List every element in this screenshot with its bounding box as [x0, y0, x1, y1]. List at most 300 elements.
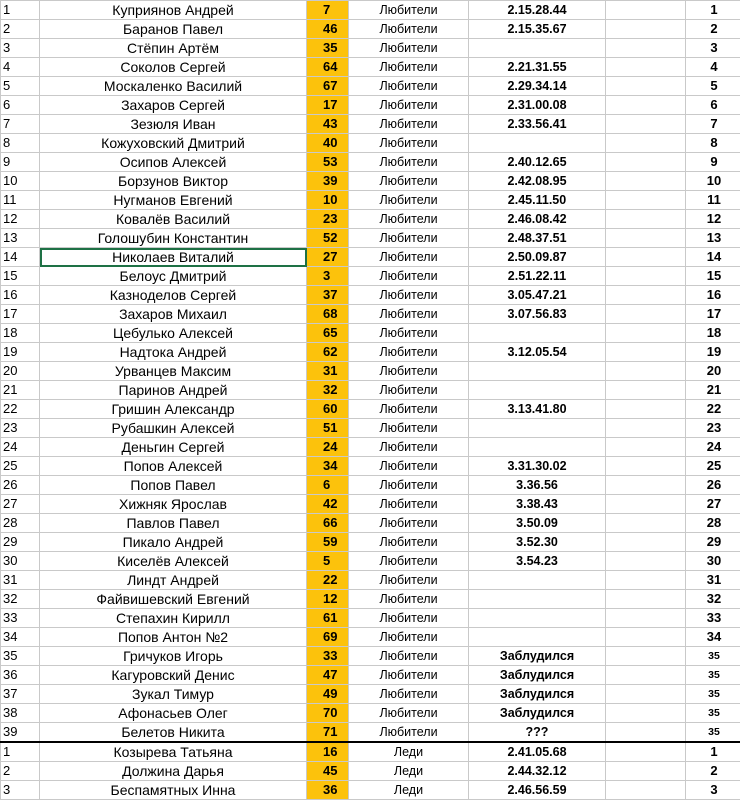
participant-name-cell[interactable]: Зезюля Иван — [40, 115, 307, 134]
row-number-cell[interactable]: 23 — [1, 419, 40, 438]
finish-time-cell[interactable]: 2.29.34.14 — [469, 77, 606, 96]
place-cell[interactable]: 4 — [686, 58, 740, 77]
row-number-cell[interactable]: 34 — [1, 628, 40, 647]
bib-number-cell[interactable]: 32 — [307, 381, 349, 400]
empty-cell[interactable] — [606, 533, 686, 552]
empty-cell[interactable] — [606, 666, 686, 685]
place-cell[interactable]: 25 — [686, 457, 740, 476]
row-number-cell[interactable]: 22 — [1, 400, 40, 419]
category-cell[interactable]: Любители — [349, 286, 469, 305]
bib-number-cell[interactable]: 3 — [307, 267, 349, 286]
category-cell[interactable]: Любители — [349, 628, 469, 647]
finish-time-cell[interactable]: 3.52.30 — [469, 533, 606, 552]
category-cell[interactable]: Любители — [349, 609, 469, 628]
participant-name-cell[interactable]: Борзунов Виктор — [40, 172, 307, 191]
finish-time-cell[interactable]: 3.54.23 — [469, 552, 606, 571]
empty-cell[interactable] — [606, 343, 686, 362]
empty-cell[interactable] — [606, 647, 686, 666]
row-number-cell[interactable]: 14 — [1, 248, 40, 267]
participant-name-cell[interactable]: Хижняк Ярослав — [40, 495, 307, 514]
empty-cell[interactable] — [606, 628, 686, 647]
bib-number-cell[interactable]: 65 — [307, 324, 349, 343]
finish-time-cell[interactable] — [469, 39, 606, 58]
bib-number-cell[interactable]: 69 — [307, 628, 349, 647]
place-cell[interactable]: 31 — [686, 571, 740, 590]
empty-cell[interactable] — [606, 476, 686, 495]
table-row — [1, 647, 740, 666]
participant-name-cell[interactable]: Степахин Кирилл — [40, 609, 307, 628]
finish-time-cell[interactable]: 2.15.35.67 — [469, 20, 606, 39]
category-cell[interactable]: Любители — [349, 571, 469, 590]
place-cell[interactable]: 35 — [686, 647, 740, 666]
row-number-cell[interactable]: 6 — [1, 96, 40, 115]
participant-name-cell[interactable]: Беспамятных Инна — [40, 781, 307, 800]
participant-name-cell[interactable]: Паринов Андрей — [40, 381, 307, 400]
row-number-cell[interactable]: 25 — [1, 457, 40, 476]
finish-time-cell[interactable]: 2.41.05.68 — [469, 742, 606, 762]
participant-name-cell[interactable]: Файвишевский Евгений — [40, 590, 307, 609]
category-cell[interactable]: Любители — [349, 191, 469, 210]
participant-name-cell[interactable]: Попов Павел — [40, 476, 307, 495]
bib-number-cell[interactable]: 42 — [307, 495, 349, 514]
participant-name-cell[interactable]: Линдт Андрей — [40, 571, 307, 590]
category-cell[interactable]: Любители — [349, 685, 469, 704]
row-number-cell[interactable]: 2 — [1, 20, 40, 39]
participant-name-cell[interactable]: Захаров Михаил — [40, 305, 307, 324]
category-cell[interactable]: Любители — [349, 590, 469, 609]
place-cell[interactable]: 8 — [686, 134, 740, 153]
participant-name-cell[interactable]: Осипов Алексей — [40, 153, 307, 172]
row-number-cell[interactable]: 38 — [1, 704, 40, 723]
finish-time-cell[interactable]: 3.50.09 — [469, 514, 606, 533]
participant-name-cell[interactable]: Москаленко Василий — [40, 77, 307, 96]
empty-cell[interactable] — [606, 571, 686, 590]
finish-time-cell[interactable]: Заблудился — [469, 704, 606, 723]
empty-cell[interactable] — [606, 400, 686, 419]
bib-number-cell[interactable]: 51 — [307, 419, 349, 438]
participant-name-cell[interactable]: Афонасьев Олег — [40, 704, 307, 723]
participant-name-cell[interactable]: Цебулько Алексей — [40, 324, 307, 343]
empty-cell[interactable] — [606, 39, 686, 58]
place-cell[interactable]: 14 — [686, 248, 740, 267]
bib-number-cell[interactable]: 66 — [307, 514, 349, 533]
participant-name-cell[interactable]: Нугманов Евгений — [40, 191, 307, 210]
finish-time-cell[interactable]: 3.31.30.02 — [469, 457, 606, 476]
row-number-cell[interactable]: 3 — [1, 781, 40, 800]
table-row — [1, 552, 740, 571]
finish-time-cell[interactable] — [469, 571, 606, 590]
bib-number-cell[interactable]: 60 — [307, 400, 349, 419]
finish-time-cell[interactable]: 3.12.05.54 — [469, 343, 606, 362]
row-number-cell[interactable]: 21 — [1, 381, 40, 400]
row-number-cell[interactable]: 2 — [1, 762, 40, 781]
finish-time-cell[interactable]: ??? — [469, 723, 606, 743]
finish-time-cell[interactable] — [469, 324, 606, 343]
empty-cell[interactable] — [606, 419, 686, 438]
row-number-cell[interactable]: 9 — [1, 153, 40, 172]
category-cell[interactable]: Любители — [349, 495, 469, 514]
finish-time-cell[interactable]: 2.48.37.51 — [469, 229, 606, 248]
place-cell[interactable]: 32 — [686, 590, 740, 609]
category-cell[interactable]: Любители — [349, 210, 469, 229]
participant-name-cell[interactable]: Голошубин Константин — [40, 229, 307, 248]
empty-cell[interactable] — [606, 762, 686, 781]
row-number-cell[interactable]: 12 — [1, 210, 40, 229]
table-row — [1, 134, 740, 153]
finish-time-cell[interactable] — [469, 438, 606, 457]
empty-cell[interactable] — [606, 362, 686, 381]
participant-name-cell[interactable]: Рубашкин Алексей — [40, 419, 307, 438]
bib-number-cell[interactable]: 52 — [307, 229, 349, 248]
row-number-cell[interactable]: 31 — [1, 571, 40, 590]
finish-time-cell[interactable] — [469, 362, 606, 381]
place-cell[interactable]: 5 — [686, 77, 740, 96]
row-number-cell[interactable]: 29 — [1, 533, 40, 552]
participant-name-cell[interactable]: Надтока Андрей — [40, 343, 307, 362]
place-cell[interactable]: 35 — [686, 723, 740, 743]
place-cell[interactable]: 10 — [686, 172, 740, 191]
empty-cell[interactable] — [606, 590, 686, 609]
participant-name-cell[interactable]: Зукал Тимур — [40, 685, 307, 704]
category-cell[interactable]: Любители — [349, 96, 469, 115]
category-cell[interactable]: Любители — [349, 552, 469, 571]
bib-number-cell[interactable]: 47 — [307, 666, 349, 685]
finish-time-cell[interactable]: Заблудился — [469, 685, 606, 704]
empty-cell[interactable] — [606, 134, 686, 153]
table-row — [1, 590, 740, 609]
finish-time-cell[interactable]: 3.07.56.83 — [469, 305, 606, 324]
participant-name-cell[interactable]: Кожуховский Дмитрий — [40, 134, 307, 153]
place-cell[interactable]: 26 — [686, 476, 740, 495]
empty-cell[interactable] — [606, 153, 686, 172]
bib-number-cell[interactable]: 35 — [307, 39, 349, 58]
place-cell[interactable]: 16 — [686, 286, 740, 305]
participant-name-cell[interactable]: Куприянов Андрей — [40, 1, 307, 20]
category-cell[interactable]: Любители — [349, 77, 469, 96]
empty-cell[interactable] — [606, 96, 686, 115]
category-cell[interactable]: Любители — [349, 514, 469, 533]
row-number-cell[interactable]: 33 — [1, 609, 40, 628]
participant-name-cell[interactable]: Кагуровский Денис — [40, 666, 307, 685]
empty-cell[interactable] — [606, 229, 686, 248]
category-cell[interactable]: Любители — [349, 381, 469, 400]
category-cell[interactable]: Любители — [349, 343, 469, 362]
finish-time-cell[interactable] — [469, 381, 606, 400]
finish-time-cell[interactable]: 2.15.28.44 — [469, 1, 606, 20]
empty-cell[interactable] — [606, 514, 686, 533]
category-cell[interactable]: Леди — [349, 742, 469, 762]
bib-number-cell[interactable]: 5 — [307, 552, 349, 571]
bib-number-cell[interactable]: 23 — [307, 210, 349, 229]
row-number-cell[interactable]: 35 — [1, 647, 40, 666]
participant-name-cell[interactable]: Николаев Виталий — [40, 248, 307, 267]
empty-cell[interactable] — [606, 781, 686, 800]
category-cell[interactable]: Леди — [349, 781, 469, 800]
bib-number-cell[interactable]: 61 — [307, 609, 349, 628]
finish-time-cell[interactable]: Заблудился — [469, 647, 606, 666]
category-cell[interactable]: Любители — [349, 58, 469, 77]
table-row — [1, 685, 740, 704]
participant-name-cell[interactable]: Павлов Павел — [40, 514, 307, 533]
empty-cell[interactable] — [606, 191, 686, 210]
row-number-cell[interactable]: 4 — [1, 58, 40, 77]
place-cell[interactable]: 15 — [686, 267, 740, 286]
participant-name-cell[interactable]: Казноделов Сергей — [40, 286, 307, 305]
row-number-cell[interactable]: 1 — [1, 742, 40, 762]
category-cell[interactable]: Любители — [349, 419, 469, 438]
category-cell[interactable]: Любители — [349, 229, 469, 248]
place-cell[interactable]: 35 — [686, 666, 740, 685]
finish-time-cell[interactable]: Заблудился — [469, 666, 606, 685]
place-cell[interactable]: 2 — [686, 762, 740, 781]
row-number-cell[interactable]: 8 — [1, 134, 40, 153]
participant-name-cell[interactable]: Белетов Никита — [40, 723, 307, 743]
participant-name-cell[interactable]: Деньгин Сергей — [40, 438, 307, 457]
row-number-cell[interactable]: 16 — [1, 286, 40, 305]
finish-time-cell[interactable] — [469, 609, 606, 628]
empty-cell[interactable] — [606, 704, 686, 723]
bib-number-cell[interactable]: 10 — [307, 191, 349, 210]
place-cell[interactable]: 17 — [686, 305, 740, 324]
bib-number-cell[interactable]: 46 — [307, 20, 349, 39]
row-number-cell[interactable]: 7 — [1, 115, 40, 134]
place-cell[interactable]: 19 — [686, 343, 740, 362]
place-cell[interactable]: 11 — [686, 191, 740, 210]
category-cell[interactable]: Любители — [349, 248, 469, 267]
category-cell[interactable]: Любители — [349, 324, 469, 343]
bib-number-cell[interactable]: 67 — [307, 77, 349, 96]
bib-number-cell[interactable]: 33 — [307, 647, 349, 666]
bib-number-cell[interactable]: 64 — [307, 58, 349, 77]
bib-number-cell[interactable]: 59 — [307, 533, 349, 552]
finish-time-cell[interactable]: 3.36.56 — [469, 476, 606, 495]
empty-cell[interactable] — [606, 742, 686, 762]
place-cell[interactable]: 1 — [686, 742, 740, 762]
category-cell[interactable]: Любители — [349, 723, 469, 743]
bib-number-cell[interactable]: 40 — [307, 134, 349, 153]
category-cell[interactable]: Любители — [349, 400, 469, 419]
row-number-cell[interactable]: 18 — [1, 324, 40, 343]
category-cell[interactable]: Любители — [349, 362, 469, 381]
participant-name-cell[interactable]: Урванцев Максим — [40, 362, 307, 381]
row-number-cell[interactable]: 19 — [1, 343, 40, 362]
row-number-cell[interactable]: 11 — [1, 191, 40, 210]
bib-number-cell[interactable]: 6 — [307, 476, 349, 495]
finish-time-cell[interactable]: 2.46.56.59 — [469, 781, 606, 800]
place-cell[interactable]: 22 — [686, 400, 740, 419]
finish-time-cell[interactable]: 2.40.12.65 — [469, 153, 606, 172]
finish-time-cell[interactable]: 2.42.08.95 — [469, 172, 606, 191]
row-number-cell[interactable]: 27 — [1, 495, 40, 514]
place-cell[interactable]: 9 — [686, 153, 740, 172]
participant-name-cell[interactable]: Должина Дарья — [40, 762, 307, 781]
empty-cell[interactable] — [606, 58, 686, 77]
participant-name-cell[interactable]: Гричуков Игорь — [40, 647, 307, 666]
place-cell[interactable]: 3 — [686, 781, 740, 800]
category-cell[interactable]: Любители — [349, 533, 469, 552]
place-cell[interactable]: 30 — [686, 552, 740, 571]
empty-cell[interactable] — [606, 77, 686, 96]
empty-cell[interactable] — [606, 267, 686, 286]
row-number-cell[interactable]: 26 — [1, 476, 40, 495]
place-cell[interactable]: 24 — [686, 438, 740, 457]
empty-cell[interactable] — [606, 552, 686, 571]
category-cell[interactable]: Любители — [349, 457, 469, 476]
row-number-cell[interactable]: 20 — [1, 362, 40, 381]
finish-time-cell[interactable]: 3.38.43 — [469, 495, 606, 514]
participant-name-cell[interactable]: Стёпин Артём — [40, 39, 307, 58]
bib-number-cell[interactable]: 53 — [307, 153, 349, 172]
participant-name-cell[interactable]: Белоус Дмитрий — [40, 267, 307, 286]
participant-name-cell[interactable]: Ковалёв Василий — [40, 210, 307, 229]
participant-name-cell[interactable]: Козырева Татьяна — [40, 742, 307, 762]
bib-number-cell[interactable]: 71 — [307, 723, 349, 743]
bib-number-cell[interactable]: 34 — [307, 457, 349, 476]
category-cell[interactable]: Леди — [349, 762, 469, 781]
bib-number-cell[interactable]: 62 — [307, 343, 349, 362]
place-cell[interactable]: 2 — [686, 20, 740, 39]
participant-name-cell[interactable]: Соколов Сергей — [40, 58, 307, 77]
category-cell[interactable]: Любители — [349, 172, 469, 191]
category-cell[interactable]: Любители — [349, 647, 469, 666]
bib-number-cell[interactable]: 68 — [307, 305, 349, 324]
category-cell[interactable]: Любители — [349, 438, 469, 457]
finish-time-cell[interactable]: 2.44.32.12 — [469, 762, 606, 781]
finish-time-cell[interactable]: 2.33.56.41 — [469, 115, 606, 134]
row-number-cell[interactable]: 24 — [1, 438, 40, 457]
place-cell[interactable]: 27 — [686, 495, 740, 514]
empty-cell[interactable] — [606, 495, 686, 514]
finish-time-cell[interactable]: 3.13.41.80 — [469, 400, 606, 419]
empty-cell[interactable] — [606, 115, 686, 134]
row-number-cell[interactable]: 1 — [1, 1, 40, 20]
place-cell[interactable]: 12 — [686, 210, 740, 229]
empty-cell[interactable] — [606, 305, 686, 324]
bib-number-cell[interactable]: 37 — [307, 286, 349, 305]
place-cell[interactable]: 1 — [686, 1, 740, 20]
empty-cell[interactable] — [606, 381, 686, 400]
place-cell[interactable]: 21 — [686, 381, 740, 400]
place-cell[interactable]: 35 — [686, 685, 740, 704]
category-cell[interactable]: Любители — [349, 476, 469, 495]
place-cell[interactable]: 29 — [686, 533, 740, 552]
empty-cell[interactable] — [606, 20, 686, 39]
category-cell[interactable]: Любители — [349, 39, 469, 58]
empty-cell[interactable] — [606, 172, 686, 191]
bib-number-cell[interactable]: 70 — [307, 704, 349, 723]
place-cell[interactable]: 18 — [686, 324, 740, 343]
empty-cell[interactable] — [606, 248, 686, 267]
bib-number-cell[interactable]: 16 — [307, 742, 349, 762]
category-cell[interactable]: Любители — [349, 704, 469, 723]
bib-number-cell[interactable]: 49 — [307, 685, 349, 704]
row-number-cell[interactable]: 5 — [1, 77, 40, 96]
empty-cell[interactable] — [606, 324, 686, 343]
bib-number-cell[interactable]: 12 — [307, 590, 349, 609]
empty-cell[interactable] — [606, 210, 686, 229]
participant-name-cell[interactable]: Баранов Павел — [40, 20, 307, 39]
table-row — [1, 153, 740, 172]
place-cell[interactable]: 28 — [686, 514, 740, 533]
category-cell[interactable]: Любители — [349, 153, 469, 172]
place-cell[interactable]: 13 — [686, 229, 740, 248]
finish-time-cell[interactable]: 2.31.00.08 — [469, 96, 606, 115]
category-cell[interactable]: Любители — [349, 1, 469, 20]
participant-name-cell[interactable]: Попов Антон №2 — [40, 628, 307, 647]
finish-time-cell[interactable] — [469, 628, 606, 647]
bib-number-cell[interactable]: 24 — [307, 438, 349, 457]
empty-cell[interactable] — [606, 286, 686, 305]
row-number-cell[interactable]: 39 — [1, 723, 40, 743]
place-cell[interactable]: 33 — [686, 609, 740, 628]
participant-name-cell[interactable]: Попов Алексей — [40, 457, 307, 476]
bib-number-cell[interactable]: 39 — [307, 172, 349, 191]
row-number-cell[interactable]: 15 — [1, 267, 40, 286]
empty-cell[interactable] — [606, 457, 686, 476]
bib-number-cell[interactable]: 7 — [307, 1, 349, 20]
place-cell[interactable]: 23 — [686, 419, 740, 438]
category-cell[interactable]: Любители — [349, 267, 469, 286]
category-cell[interactable]: Любители — [349, 305, 469, 324]
row-number-cell[interactable]: 32 — [1, 590, 40, 609]
bib-number-cell[interactable]: 43 — [307, 115, 349, 134]
row-number-cell[interactable]: 13 — [1, 229, 40, 248]
row-number-cell[interactable]: 36 — [1, 666, 40, 685]
bib-number-cell[interactable]: 17 — [307, 96, 349, 115]
category-cell[interactable]: Любители — [349, 134, 469, 153]
row-number-cell[interactable]: 10 — [1, 172, 40, 191]
finish-time-cell[interactable]: 2.46.08.42 — [469, 210, 606, 229]
bib-number-cell[interactable]: 45 — [307, 762, 349, 781]
bib-number-cell[interactable]: 27 — [307, 248, 349, 267]
category-cell[interactable]: Любители — [349, 115, 469, 134]
empty-cell[interactable] — [606, 609, 686, 628]
finish-time-cell[interactable]: 2.51.22.11 — [469, 267, 606, 286]
row-number-cell[interactable]: 3 — [1, 39, 40, 58]
participant-name-cell[interactable]: Гришин Александр — [40, 400, 307, 419]
empty-cell[interactable] — [606, 1, 686, 20]
bib-number-cell[interactable]: 31 — [307, 362, 349, 381]
finish-time-cell[interactable]: 3.05.47.21 — [469, 286, 606, 305]
category-cell[interactable]: Любители — [349, 666, 469, 685]
participant-name-cell[interactable]: Захаров Сергей — [40, 96, 307, 115]
finish-time-cell[interactable]: 2.50.09.87 — [469, 248, 606, 267]
row-number-cell[interactable]: 37 — [1, 685, 40, 704]
place-cell[interactable]: 20 — [686, 362, 740, 381]
empty-cell[interactable] — [606, 438, 686, 457]
place-cell[interactable]: 35 — [686, 704, 740, 723]
finish-time-cell[interactable] — [469, 134, 606, 153]
finish-time-cell[interactable]: 2.45.11.50 — [469, 191, 606, 210]
place-cell[interactable]: 7 — [686, 115, 740, 134]
participant-name-cell[interactable]: Киселёв Алексей — [40, 552, 307, 571]
bib-number-cell[interactable]: 36 — [307, 781, 349, 800]
empty-cell[interactable] — [606, 723, 686, 743]
row-number-cell[interactable]: 17 — [1, 305, 40, 324]
row-number-cell[interactable]: 28 — [1, 514, 40, 533]
bib-number-cell[interactable]: 22 — [307, 571, 349, 590]
row-number-cell[interactable]: 30 — [1, 552, 40, 571]
category-cell[interactable]: Любители — [349, 20, 469, 39]
empty-cell[interactable] — [606, 685, 686, 704]
place-cell[interactable]: 6 — [686, 96, 740, 115]
place-cell[interactable]: 3 — [686, 39, 740, 58]
finish-time-cell[interactable]: 2.21.31.55 — [469, 58, 606, 77]
finish-time-cell[interactable] — [469, 590, 606, 609]
participant-name-cell[interactable]: Пикало Андрей — [40, 533, 307, 552]
finish-time-cell[interactable] — [469, 419, 606, 438]
place-cell[interactable]: 34 — [686, 628, 740, 647]
